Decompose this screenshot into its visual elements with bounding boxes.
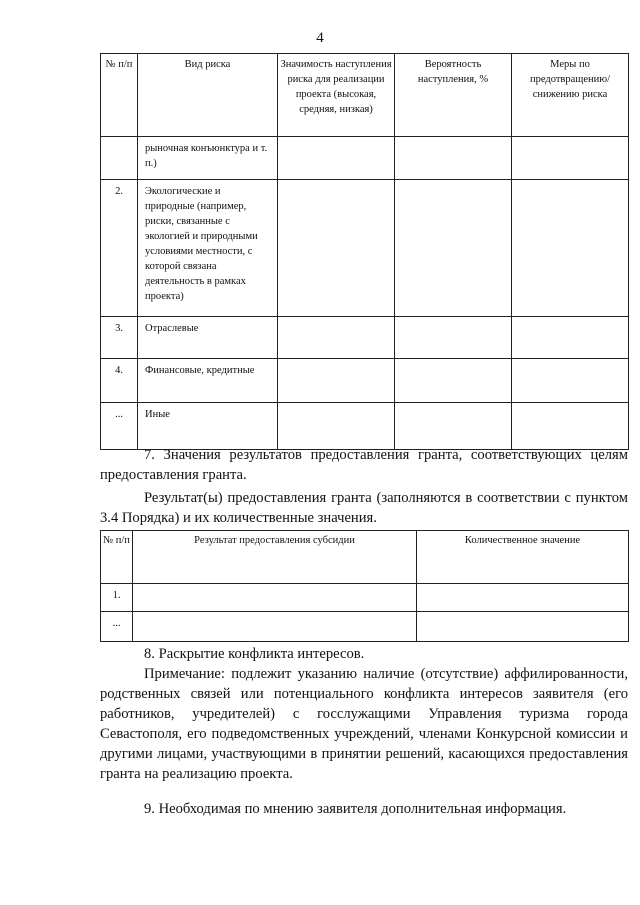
significance-cell[interactable] xyxy=(278,317,395,359)
significance-cell[interactable] xyxy=(278,137,395,180)
risk-table xyxy=(100,53,629,450)
risk-type-cell: Экологические и природные (например, риски, связанные с экологией и природными условиями местности, с которой связана деятельность в рамках проекта) xyxy=(138,180,278,317)
table-row xyxy=(101,317,629,359)
results-table-header-row xyxy=(101,531,629,584)
table-row xyxy=(101,612,629,642)
measures-cell[interactable] xyxy=(512,403,629,450)
probability-cell[interactable] xyxy=(395,403,512,450)
risk-type-cell: Финансовые, кредитные xyxy=(138,359,278,403)
table-row xyxy=(101,584,629,612)
measures-cell[interactable] xyxy=(512,359,629,403)
table-row xyxy=(101,180,629,317)
table-row xyxy=(101,403,629,450)
header-number: № п/п xyxy=(101,54,138,137)
probability-cell[interactable] xyxy=(395,317,512,359)
table-row xyxy=(101,137,629,180)
measures-cell[interactable] xyxy=(512,180,629,317)
risk-type-cell: рыночная конъюнктура и т. п.) xyxy=(138,137,278,180)
significance-cell[interactable] xyxy=(278,180,395,317)
risk-table-header-row xyxy=(101,54,629,137)
section-8-note: Примечание: подлежит указанию наличие (отсутствие) аффилированности, родственных связей или потенциального конфликта интересов заявителя (его работников, учредителей) с госслужащими Управления туризма города Севастополя, его подведомственных учреждений, членами Конкурсной комиссии и другими лицами, участвующими в принятии решений, касающихся предоставления гранта на реализацию проекта. xyxy=(100,666,628,782)
header-significance: Значимость наступления риска для реализации проекта (высокая, средняя, низкая) xyxy=(278,54,395,137)
header-probability: Вероятность наступления, % xyxy=(395,54,512,137)
section-7-text: Результат(ы) предоставления гранта (заполняются в соответствии с пунктом 3.4 Порядка) и их количественные значения. xyxy=(100,490,628,526)
measures-cell[interactable] xyxy=(512,137,629,180)
section-9-heading: 9. Необходимая по мнению заявителя дополнительная информация. xyxy=(144,801,567,817)
significance-cell[interactable] xyxy=(278,403,395,450)
section-7-heading: 7. Значения результатов предоставления гранта, соответствующих целям предоставления гранта. xyxy=(100,447,628,483)
probability-cell[interactable] xyxy=(395,137,512,180)
row-number: 3. xyxy=(101,317,138,359)
risk-type-cell: Иные xyxy=(138,403,278,450)
measures-cell[interactable] xyxy=(512,317,629,359)
row-number: 2. xyxy=(101,180,138,317)
row-number: ... xyxy=(101,403,138,450)
header-number: № п/п xyxy=(101,531,133,584)
probability-cell[interactable] xyxy=(395,359,512,403)
quantity-cell[interactable] xyxy=(417,612,629,642)
header-result: Результат предоставления субсидии xyxy=(133,531,417,584)
result-cell[interactable] xyxy=(133,584,417,612)
row-number: 4. xyxy=(101,359,138,403)
row-number: 1. xyxy=(101,584,133,612)
page-number: 4 xyxy=(316,30,324,46)
quantity-cell[interactable] xyxy=(417,584,629,612)
header-quantity: Количественное значение xyxy=(417,531,629,584)
header-risk-type: Вид риска xyxy=(138,54,278,137)
table-row xyxy=(101,359,629,403)
probability-cell[interactable] xyxy=(395,180,512,317)
results-table xyxy=(100,530,629,642)
significance-cell[interactable] xyxy=(278,359,395,403)
risk-type-cell: Отраслевые xyxy=(138,317,278,359)
row-number xyxy=(101,137,138,180)
row-number: ... xyxy=(101,612,133,642)
header-measures: Меры по предотвращению/ снижению риска xyxy=(512,54,629,137)
section-8-heading: 8. Раскрытие конфликта интересов. xyxy=(144,646,365,662)
result-cell[interactable] xyxy=(133,612,417,642)
